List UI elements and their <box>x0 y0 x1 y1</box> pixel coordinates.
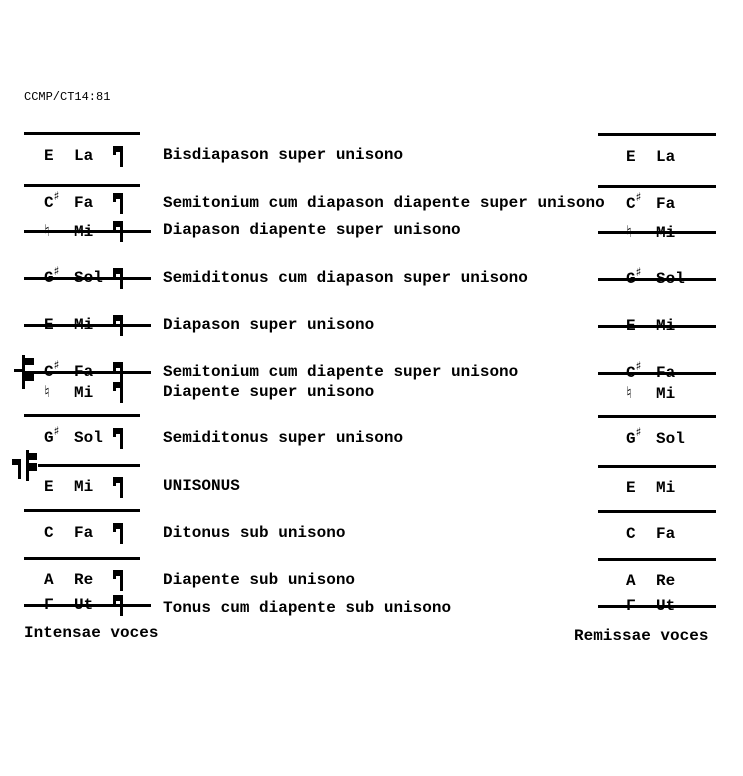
quarter-rest-icon <box>112 314 126 338</box>
quarter-rest-icon <box>112 594 126 618</box>
note-letter: C♯ <box>44 189 60 212</box>
note-right-row3 <box>622 223 675 242</box>
solmization-syllable: Fa <box>74 363 94 381</box>
interval-label-row1: Bisdiapason super unisono <box>163 146 404 164</box>
interval-label-row7: Diapente super unisono <box>163 383 375 401</box>
interval-label-row3: Diapason diapente super unisono <box>163 221 461 239</box>
sharp-icon: ♯ <box>635 265 642 279</box>
solmization-syllable: Mi <box>74 478 94 496</box>
note-letter: E <box>44 147 54 165</box>
note-left-row1 <box>40 147 93 165</box>
sharp-icon: ♯ <box>635 190 642 204</box>
footer-left-label: Intensae voces <box>24 624 159 642</box>
staff-line-left-2 <box>24 184 140 187</box>
solmization-syllable: Mi <box>74 384 94 402</box>
sharp-icon: ♯ <box>635 359 642 373</box>
solmization-syllable: Sol <box>656 430 685 448</box>
note-letter: G♯ <box>626 265 642 288</box>
note-letter: G♯ <box>626 425 642 448</box>
note-left-row3 <box>40 222 93 241</box>
quarter-rest-icon <box>112 145 126 169</box>
solmization-syllable: Sol <box>74 269 103 287</box>
note-letter: E <box>44 316 54 334</box>
interval-label-row4: Semiditonus cum diapason super unisono <box>163 269 528 287</box>
solmization-syllable: Fa <box>74 194 94 212</box>
staff-line-right-1 <box>598 133 716 136</box>
solmization-syllable: Sol <box>656 270 685 288</box>
staff-line-left-8 <box>38 464 140 467</box>
note-letter: A <box>44 571 54 589</box>
staff-line-left-10 <box>24 557 140 560</box>
solmization-syllable: Sol <box>74 429 103 447</box>
note-letter: C <box>626 525 636 543</box>
note-letter: C♯ <box>626 359 642 382</box>
note-letter: Γ <box>626 597 636 615</box>
note-letter: C <box>44 524 54 542</box>
note-right-row5 <box>622 317 675 335</box>
interval-label-row5: Diapason super unisono <box>163 316 375 334</box>
note-letter: E <box>626 479 636 497</box>
note-left-row5 <box>40 316 93 334</box>
solmization-syllable: La <box>74 147 94 165</box>
staff-line-left-1 <box>24 132 140 135</box>
note-left-row7 <box>40 383 93 402</box>
interval-label-row12: Tonus cum diapente sub unisono <box>163 599 452 617</box>
sharp-icon: ♯ <box>53 424 60 438</box>
quarter-rest-icon <box>112 427 126 451</box>
note-left-row2 <box>40 189 94 212</box>
staff-line-left-7 <box>24 414 140 417</box>
quarter-rest-icon <box>112 267 126 291</box>
quarter-rest-icon <box>112 192 126 216</box>
note-right-row7 <box>622 384 675 403</box>
solmization-syllable: Ut <box>74 596 94 614</box>
sharp-icon: ♯ <box>53 189 60 203</box>
solmization-syllable: Mi <box>74 316 94 334</box>
note-right-row4 <box>622 265 685 288</box>
interval-label-row6: Semitonium cum diapente super unisono <box>163 363 519 381</box>
note-letter: C♯ <box>626 190 642 213</box>
staff-line-right-8 <box>598 465 716 468</box>
quarter-rest-icon <box>112 569 126 593</box>
solmization-syllable: Mi <box>656 479 676 497</box>
footer-right-label: Remissae voces <box>574 627 709 645</box>
interval-label-row2: Semitonium cum diapason diapente super unisono <box>163 194 605 212</box>
sharp-icon: ♯ <box>635 425 642 439</box>
note-left-row8 <box>40 424 103 447</box>
note-left-row10 <box>40 524 93 542</box>
solmization-syllable: Mi <box>656 385 676 403</box>
note-left-row11 <box>40 571 93 589</box>
note-letter: E <box>626 148 636 166</box>
sharp-icon: ♯ <box>53 358 60 372</box>
quarter-rest-icon <box>112 381 126 405</box>
solmization-syllable: Fa <box>74 524 94 542</box>
note-letter: ♮ <box>44 382 50 401</box>
note-letter: E <box>44 478 54 496</box>
staff-line-right-9 <box>598 510 716 513</box>
note-left-row6 <box>40 358 94 381</box>
note-left-row9 <box>40 478 93 496</box>
solmization-syllable: Fa <box>656 364 676 382</box>
note-right-row6 <box>622 359 676 382</box>
note-letter: ♮ <box>44 221 50 240</box>
note-letter: ♮ <box>626 383 632 402</box>
note-letter: Γ <box>44 596 54 614</box>
quarter-rest-icon <box>112 220 126 244</box>
note-right-row1 <box>622 148 675 166</box>
note-letter: G♯ <box>44 264 60 287</box>
sharp-icon: ♯ <box>53 264 60 278</box>
quarter-rest-icon <box>112 522 126 546</box>
interval-label-row9: UNISONUS <box>163 477 240 495</box>
note-right-row9 <box>622 479 675 497</box>
solmization-syllable: Fa <box>656 525 676 543</box>
note-right-row8 <box>622 425 685 448</box>
solmization-syllable: Mi <box>656 317 676 335</box>
interval-label-row8: Semiditonus super unisono <box>163 429 404 447</box>
interval-label-row10: Ditonus sub unisono <box>163 524 346 542</box>
quarter-rest-icon <box>112 476 126 500</box>
solmization-syllable: Mi <box>74 223 94 241</box>
note-letter: ♮ <box>626 222 632 241</box>
solmization-syllable: Re <box>656 572 676 590</box>
solmization-syllable: Fa <box>656 195 676 213</box>
solmization-syllable: La <box>656 148 676 166</box>
solmization-syllable: Re <box>74 571 94 589</box>
note-left-row12 <box>40 596 93 614</box>
staff-line-left-9 <box>24 509 140 512</box>
note-right-row12 <box>622 597 675 615</box>
solmization-syllable: Mi <box>656 224 676 242</box>
note-letter: C♯ <box>44 358 60 381</box>
note-right-row11 <box>622 572 675 590</box>
note-right-row2 <box>622 190 676 213</box>
note-left-row4 <box>40 264 103 287</box>
staff-line-right-2 <box>598 185 716 188</box>
catalog-number: CCMP/CT14:81 <box>24 90 111 104</box>
solmization-syllable: Ut <box>656 597 676 615</box>
staff-line-right-10 <box>598 558 716 561</box>
note-letter: G♯ <box>44 424 60 447</box>
note-right-row10 <box>622 525 675 543</box>
staff-line-right-7 <box>598 415 716 418</box>
note-letter: E <box>626 317 636 335</box>
note-letter: A <box>626 572 636 590</box>
interval-label-row11: Diapente sub unisono <box>163 571 356 589</box>
